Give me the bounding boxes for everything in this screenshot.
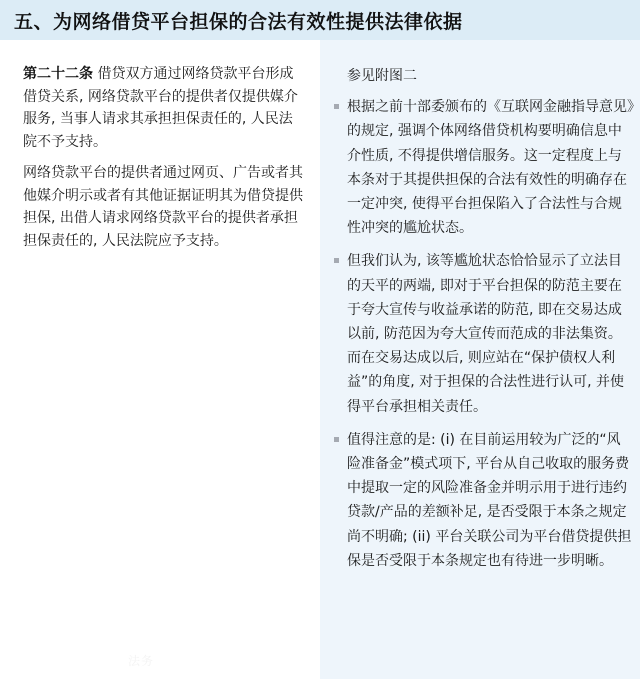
commentary-panel bbox=[320, 40, 640, 679]
watermark: 法务 bbox=[128, 654, 155, 668]
square-bullet-icon bbox=[334, 437, 339, 442]
commentary-item bbox=[334, 95, 634, 240]
commentary-item bbox=[334, 428, 634, 573]
article-number: 第二十二条 bbox=[23, 66, 93, 82]
square-bullet-icon bbox=[334, 104, 339, 109]
statute-column bbox=[0, 40, 320, 679]
statute-paragraph-1-text: 借贷双方通过网络贷款平台形成借贷关系, 网络贷款平台的提供者仅提供媒介服务, 当事人请求其承担担保责任的, 人民法院不予支持。 bbox=[23, 66, 298, 150]
reference-title: 参见附图二 bbox=[347, 68, 417, 84]
commentary-text: 但我们认为, 该等尴尬状态恰恰显示了立法目的天平的两端, 即对于平台担保的防范主要在于夸大宣传与收益承诺的防范, 即在交易达成以前, 防范因为夸大宣传而范成的非法集资。而在交易达成以后, 则应站在“保护债权人利益”的角度, 对于担保的合法性进行认可, 并使得平台承担相关责任。 bbox=[347, 253, 625, 415]
statute-paragraph-1 bbox=[23, 63, 303, 153]
commentary-content bbox=[334, 64, 634, 582]
statute-paragraph-2: 网络贷款平台的提供者通过网页、广告或者其他媒介明示或者有其他证据证明其为借贷提供担保, 出借人请求网络贷款平台的提供者承担担保责任的, 人民法院应予支持。 bbox=[23, 165, 303, 249]
section-title: 五、为网络借贷平台担保的合法有效性提供法律依据 bbox=[14, 10, 463, 33]
square-bullet-icon bbox=[334, 258, 339, 263]
statute-text bbox=[23, 63, 303, 261]
commentary-text: 根据之前十部委颁布的《互联网金融指导意见》的规定, 强调个体网络借贷机构要明确信息中介性质, 不得提供增信服务。这一定程度上与本条对于其提供担保的合法有效性的明确存在一定冲突, 使得平台担保陷入了合法性与合规性冲突的尴尬状态。 bbox=[347, 99, 634, 237]
commentary-text: 值得注意的是: (i) 在目前运用较为广泛的“风险准备金”模式项下, 平台从自己收取的服务费中提取一定的风险准备金并明示用于进行违约贷款/产品的差额补足, 是否受限于本条之规定尚不明确; (ii) 平台关联公司为平台借贷提供担保是否受限于本条规定也有待进一步明晰。 bbox=[347, 431, 632, 569]
section-header bbox=[0, 0, 640, 40]
commentary-item bbox=[334, 249, 634, 418]
